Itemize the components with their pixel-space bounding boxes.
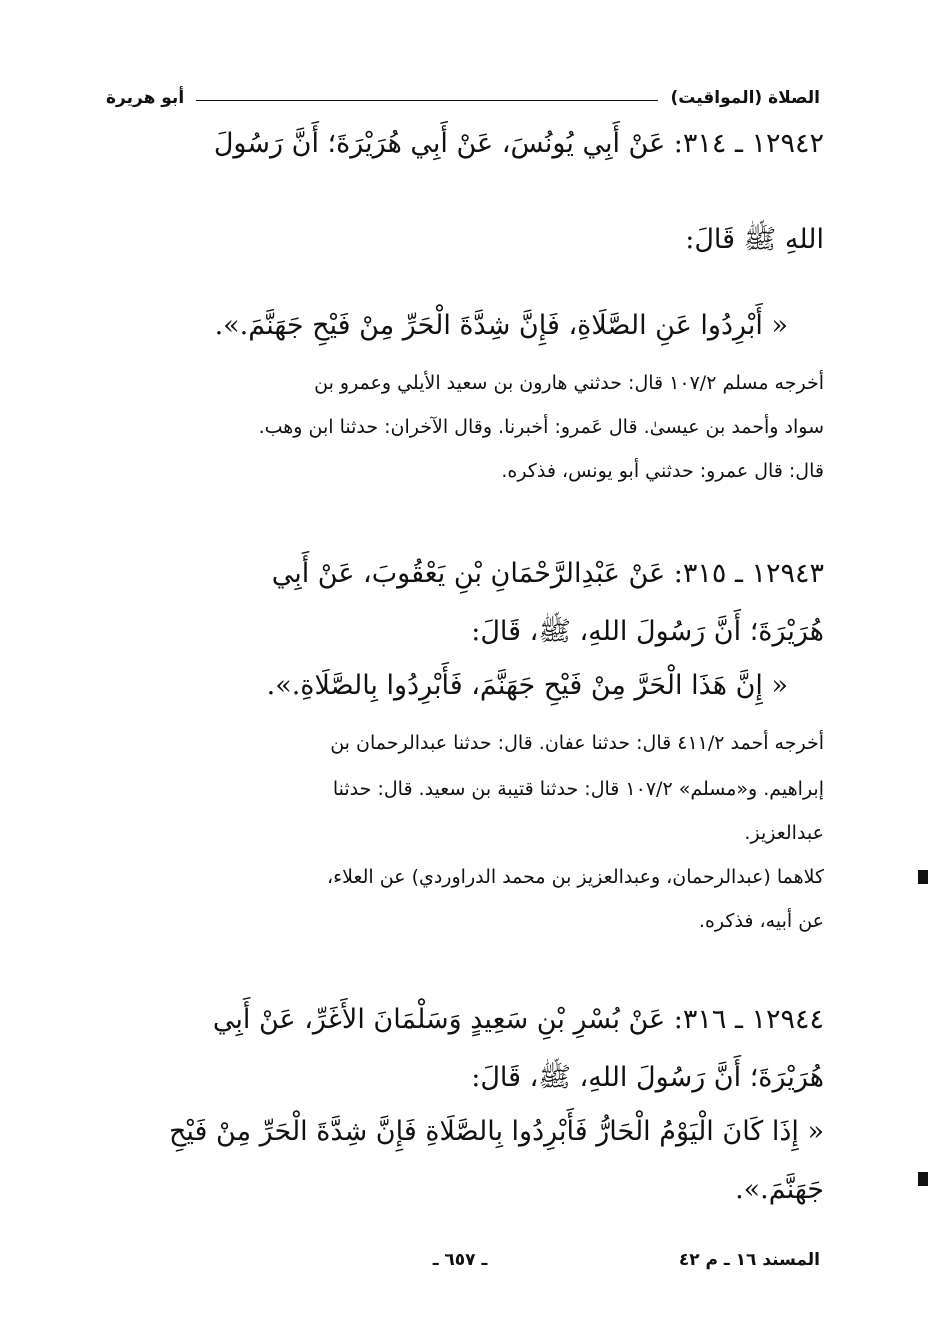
margin-mark xyxy=(918,870,928,884)
hadith-matn: « إِذَا كَانَ الْيَوْمُ الْحَارُّ فَأَبْرِدُوا بِالصَّلَاةِ فَإِنَّ شِدَّةَ الْحَرِّ مِنْ فَيْحِ xyxy=(168,1116,824,1147)
margin-mark xyxy=(918,1172,928,1186)
volume-reference: المسند ١٦ ـ م ٤٢ xyxy=(678,1250,820,1270)
hadith-line: ١٢٩٤٢ ـ ٣١٤: عَنْ أَبِي يُونُسَ، عَنْ أَبِي هُرَيْرَةَ؛ أَنَّ رَسُولَ xyxy=(213,128,824,159)
takhrij-note: كلاهما (عبدالرحمان، وعبدالعزيز بن محمد الدراوردي) عن العلاء، xyxy=(327,866,824,888)
narrator-name: أبو هريرة xyxy=(106,88,185,108)
hadith-matn: جَهَنَّمَ.». xyxy=(735,1174,824,1205)
takhrij-note: عبدالعزيز. xyxy=(744,822,824,844)
chapter-title: الصلاة (المواقيت) xyxy=(670,88,820,108)
hadith-matn: « إِنَّ هَذَا الْحَرَّ مِنْ فَيْحِ جَهَنَّمَ، فَأَبْرِدُوا بِالصَّلَاةِ.». xyxy=(266,670,788,701)
takhrij-note: إبراهيم. و«مسلم» ١٠٧/٢ قال: حدثنا قتيبة بن سعيد. قال: حدثنا xyxy=(332,778,824,800)
hadith-line: اللهِ ﷺ قَالَ: xyxy=(685,224,824,255)
header-rule xyxy=(196,100,658,101)
page-footer xyxy=(100,1250,820,1276)
takhrij-note: أخرجه أحمد ٤١١/٢ قال: حدثنا عفان. قال: حدثنا عبدالرحمان بن xyxy=(330,732,824,754)
takhrij-note: قال: قال عمرو: حدثني أبو يونس، فذكره. xyxy=(501,460,824,482)
takhrij-note: أخرجه مسلم ١٠٧/٢ قال: حدثني هارون بن سعيد الأيلي وعمرو بن xyxy=(314,372,824,394)
hadith-matn: « أَبْرِدُوا عَنِ الصَّلَاةِ، فَإِنَّ شِدَّةَ الْحَرِّ مِنْ فَيْحِ جَهَنَّمَ.». xyxy=(214,310,788,341)
running-header xyxy=(106,84,820,112)
takhrij-note: سواد وأحمد بن عيسىٰ. قال عَمرو: أخبرنا. وقال الآخران: حدثنا ابن وهب. xyxy=(258,416,824,438)
page-number: ـ ٦٥٧ ـ xyxy=(432,1250,488,1270)
hadith-line: ١٢٩٤٣ ـ ٣١٥: عَنْ عَبْدِالرَّحْمَانِ بْنِ يَعْقُوبَ، عَنْ أَبِي xyxy=(271,558,824,589)
takhrij-note: عن أبيه، فذكره. xyxy=(698,910,824,932)
hadith-line: ١٢٩٤٤ ـ ٣١٦: عَنْ بُسْرِ بْنِ سَعِيدٍ وَسَلْمَانَ الأَغَرِّ، عَنْ أَبِي xyxy=(212,1004,824,1035)
hadith-line: هُرَيْرَةَ؛ أَنَّ رَسُولَ اللهِ، ﷺ، قَالَ: xyxy=(471,1062,824,1093)
hadith-line: هُرَيْرَةَ؛ أَنَّ رَسُولَ اللهِ، ﷺ، قَالَ: xyxy=(471,616,824,647)
